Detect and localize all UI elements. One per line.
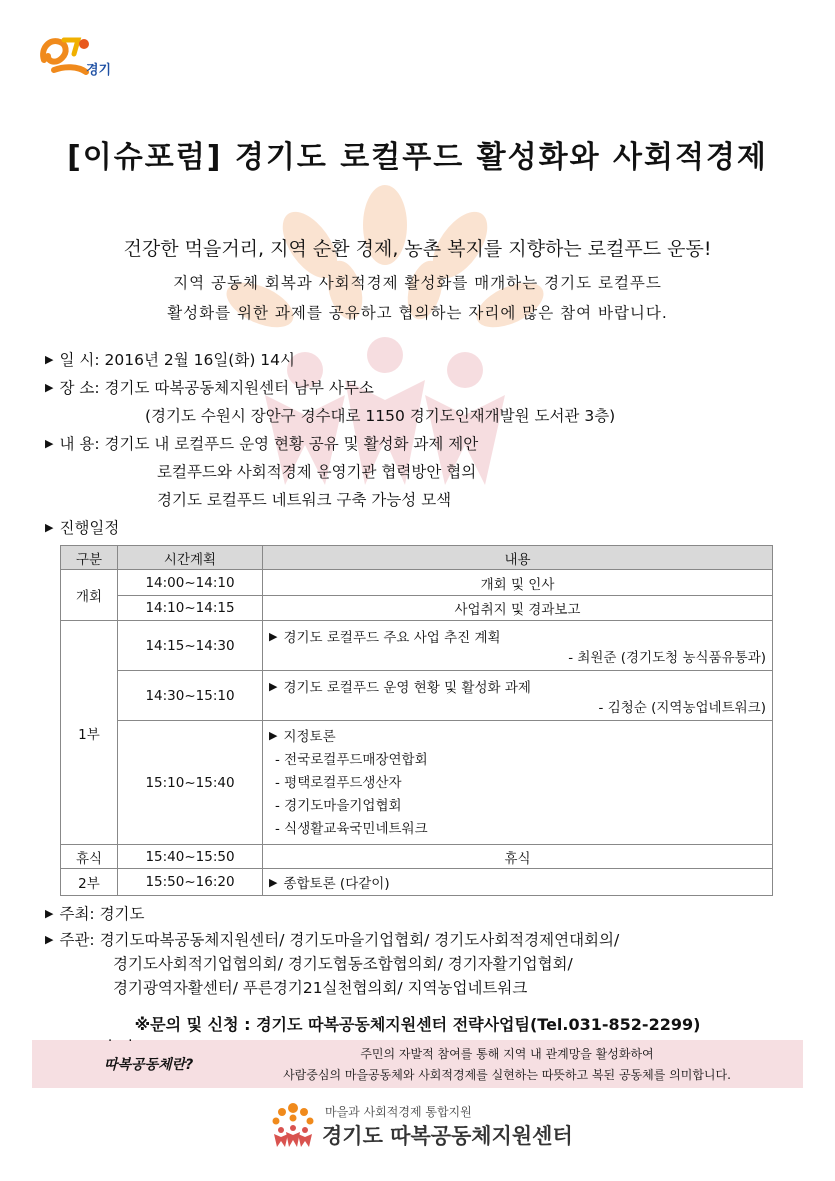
content-item: 로컬푸드와 사회적경제 운영기관 협력방안 협의 xyxy=(157,463,477,481)
arrow-icon: ▶ xyxy=(45,381,54,394)
time-cell: 14:10~14:15 xyxy=(118,596,263,621)
date-row: ▶ 일 시: 2016년 2월 16일(화) 14시 xyxy=(45,351,295,369)
content-cell xyxy=(263,721,773,845)
schedule-heading xyxy=(45,516,119,538)
host-row: ▶ 주최: 경기도 xyxy=(45,905,145,923)
place-label: 장 소 xyxy=(59,379,95,397)
arrow-icon: ▶ xyxy=(45,521,54,534)
arrow-icon: ▶ xyxy=(269,876,278,889)
content-item: 경기도 로컬푸드 네트워크 구축 가능성 모색 xyxy=(157,491,452,509)
table-row xyxy=(61,671,773,721)
organizers-label: 주관 xyxy=(59,931,90,949)
presenter: - 김청순 (지역농업네트워크) xyxy=(598,699,766,716)
section-cell: 2부 xyxy=(61,869,118,896)
program-item xyxy=(269,626,766,646)
panelist: - 전국로컬푸드매장연합회 xyxy=(275,752,428,768)
content-cell: 개회 및 인사 xyxy=(263,570,773,596)
ttabok-desc-1: 주민의 자발적 참여를 통해 지역 내 관계망을 활성화하여 xyxy=(360,1047,654,1061)
time-cell: 14:30~15:10 xyxy=(118,671,263,721)
time-cell: 14:00~14:10 xyxy=(118,570,263,596)
place-value: 경기도 따복공동체지원센터 남부 사무소 xyxy=(104,379,374,397)
arrow-icon: ▶ xyxy=(269,629,278,643)
organizer-line: 경기도사회적기업협의회/ 경기도협동조합협의회/ 경기자활기업협회/ xyxy=(113,955,573,973)
gyeonggi-logo xyxy=(38,30,118,84)
content-cell: 휴식 xyxy=(263,845,773,869)
ttabok-definition-box xyxy=(32,1034,803,1088)
organizers-row: ▶ 주관: 경기도따복공동체지원센터/ 경기도마을기업협회/ 경기도사회적경제연대회의/ xyxy=(45,931,620,949)
content-cell xyxy=(263,621,773,671)
emphasis-dots: · · xyxy=(108,1034,139,1049)
contact-info: ※문의 및 신청 : 경기도 따복공동체지원센터 전략사업팀(Tel.031-852-2299) xyxy=(134,1015,701,1034)
program-title: 종합토론 (다같이) xyxy=(283,876,390,892)
table-row xyxy=(61,869,773,896)
intro-line-1: 지역 공동체 회복과 사회적경제 활성화를 매개하는 경기도 로컬푸드 xyxy=(173,274,662,292)
schedule-table xyxy=(60,545,773,896)
headline: 건강한 먹을거리, 지역 순환 경제, 농촌 복지를 지향하는 로컬푸드 운동! xyxy=(123,238,712,260)
arrow-icon: ▶ xyxy=(45,933,54,946)
table-row xyxy=(61,570,773,596)
content-cell: 사업취지 및 경과보고 xyxy=(263,596,773,621)
svg-text:경기: 경기 xyxy=(86,63,112,78)
arrow-icon: ▶ xyxy=(269,679,278,693)
content-label: 내 용 xyxy=(59,435,95,453)
content-item: 경기도 내 로컬푸드 운영 현황 공유 및 활성화 과제 제안 xyxy=(104,435,479,453)
intro-line-2: 활성화를 위한 과제를 공유하고 협의하는 자리에 많은 참여 바랍니다. xyxy=(167,304,668,322)
section-cell: 휴식 xyxy=(61,845,118,869)
program-title: 경기도 로컬푸드 주요 사업 추진 계획 xyxy=(283,629,501,646)
footer-org-name: 경기도 따복공동체지원센터 xyxy=(322,1124,573,1148)
date-value: 2016년 2월 16일(화) 14시 xyxy=(104,351,295,369)
time-cell: 14:15~14:30 xyxy=(118,621,263,671)
table-row xyxy=(61,596,773,621)
content-cell xyxy=(263,671,773,721)
header-time: 시간계획 xyxy=(118,546,263,570)
program-title: 지정토론 xyxy=(283,729,336,745)
time-cell: 15:50~16:20 xyxy=(118,869,263,896)
table-row xyxy=(61,845,773,869)
content-row: ▶ 내 용: 경기도 내 로컬푸드 운영 현황 공유 및 활성화 과제 제안 xyxy=(45,435,479,453)
ttabok-desc-2: 사람중심의 마을공동체와 사회적경제를 실현하는 따뜻하고 복된 공동체를 의미합니다. xyxy=(283,1068,731,1082)
section-cell: 1부 xyxy=(61,621,118,845)
content-cell xyxy=(263,869,773,896)
host-value: 경기도 xyxy=(99,905,145,923)
panelist: - 경기도마을기업협회 xyxy=(275,798,402,814)
program-item xyxy=(269,724,766,749)
page-title: [이슈포럼] 경기도 로컬푸드 활성화와 사회적경제 xyxy=(67,140,768,175)
table-header-row xyxy=(61,546,773,570)
panelist: - 식생활교육국민네트워크 xyxy=(275,821,428,837)
organizer-line: 경기광역자활센터/ 푸른경기21실천협의회/ 지역농업네트워크 xyxy=(113,979,528,997)
arrow-icon: ▶ xyxy=(45,353,54,366)
host-label: 주최 xyxy=(59,905,90,923)
time-cell: 15:10~15:40 xyxy=(118,721,263,845)
table-row xyxy=(61,721,773,845)
panelist: - 평택로컬푸드생산자 xyxy=(275,775,402,791)
center-logo-icon xyxy=(268,1100,318,1148)
date-label: 일 시 xyxy=(59,351,95,369)
program-item xyxy=(269,676,766,696)
place-address: (경기도 수원시 장안구 경수대로 1150 경기도인재개발원 도서관 3층) xyxy=(145,407,616,425)
section-cell: 개회 xyxy=(61,570,118,621)
arrow-icon: ▶ xyxy=(269,729,278,742)
organizer-line: 경기도따복공동체지원센터/ 경기도마을기업협회/ 경기도사회적경제연대회의/ xyxy=(99,931,620,949)
presenter: - 최원준 (경기도청 농식품유통과) xyxy=(568,649,766,666)
ttabok-term: 따복공동체란? xyxy=(104,1057,194,1073)
time-cell: 15:40~15:50 xyxy=(118,845,263,869)
program-title: 경기도 로컬푸드 운영 현황 및 활성화 과제 xyxy=(283,679,531,696)
header-content: 내용 xyxy=(263,546,773,570)
table-row xyxy=(61,621,773,671)
schedule-label: 진행일정 xyxy=(59,519,120,537)
arrow-icon: ▶ xyxy=(45,437,54,450)
arrow-icon: ▶ xyxy=(45,907,54,920)
footer-subtitle: 마을과 사회적경제 통합지원 xyxy=(325,1105,472,1119)
place-row: ▶ 장 소: 경기도 따복공동체지원센터 남부 사무소 xyxy=(45,379,374,397)
header-section: 구분 xyxy=(61,546,118,570)
